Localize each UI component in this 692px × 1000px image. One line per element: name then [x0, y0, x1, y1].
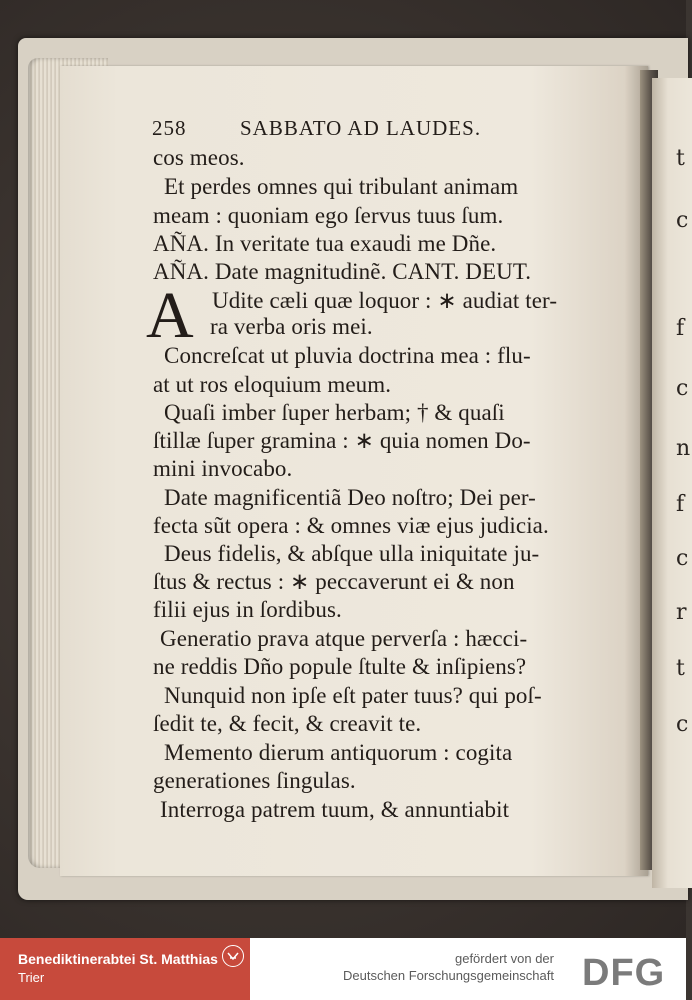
text-line: Et perdes omnes qui tribulant animam: [164, 174, 519, 199]
text-line: at ut ros eloquium meum.: [153, 372, 392, 397]
text-line: ſtillæ ſuper gramina : ∗ quia nomen Do-: [153, 428, 531, 453]
facing-page-letter: r: [676, 600, 687, 625]
running-head: SABBATO AD LAUDES.: [240, 116, 482, 140]
facing-page-letter: t: [676, 146, 685, 171]
text-line: fecta sũt opera : & omnes viæ ejus judicia.: [153, 513, 549, 538]
abbey-logo-icon: [222, 945, 244, 967]
text-line: ſtus & rectus : ∗ peccaverunt ei & non: [153, 569, 515, 594]
drop-cap: A: [146, 279, 194, 352]
text-line: cos meos.: [153, 145, 245, 170]
facing-page: [652, 78, 692, 888]
institution-box[interactable]: [0, 938, 250, 1000]
facing-page-letter: c: [676, 376, 689, 401]
funder-line2: Deutschen Forschungsgemeinschaft: [342, 968, 554, 983]
text-line: meam : quoniam ego ſervus tuus ſum.: [153, 203, 504, 228]
institution-name: Benediktinerabtei St. Matthias: [18, 951, 218, 967]
dfg-logo-icon[interactable]: [580, 950, 680, 994]
facing-page-letter: c: [676, 712, 689, 737]
text-line: Interroga patrem tuum, & annuntiabit: [160, 797, 510, 822]
text-line: AÑA. In veritate tua exaudi me Dñe.: [153, 231, 497, 256]
text-line: Date magnificentiã Deo noſtro; Dei per-: [164, 485, 536, 510]
text-line: AÑA. Date magnitudinẽ. CANT. DEUT.: [153, 259, 532, 284]
page-number: 258: [152, 116, 187, 140]
text-line: ſedit te, & fecit, & creavit te.: [153, 711, 422, 736]
text-line: Concreſcat ut pluvia doctrina mea : flu-: [164, 343, 531, 368]
facing-page-letter: c: [676, 208, 689, 233]
funder-line1: gefördert von der: [454, 951, 554, 966]
facing-page-letter: t: [676, 656, 685, 681]
text-line: ra verba oris mei.: [210, 314, 373, 339]
facing-page-letter: f: [676, 316, 685, 341]
text-line: filii ejus in ſordibus.: [153, 597, 342, 622]
dfg-logo-text: DFG: [582, 952, 666, 994]
text-line: generationes ſingulas.: [153, 768, 356, 793]
text-line: Generatio prava atque perverſa : hæcci-: [160, 626, 528, 651]
facing-page-letter: c: [676, 546, 689, 571]
text-line: Udite cæli quæ loquor : ∗ audiat ter-: [212, 288, 558, 313]
text-line: mini invocabo.: [153, 456, 293, 481]
text-line: Quaſi imber ſuper herbam; † & quaſi: [164, 400, 505, 425]
text-line: Deus fidelis, & abſque ulla iniquitate ju-: [164, 541, 540, 566]
facing-page-letter: f: [676, 492, 685, 517]
facing-page-letter: n: [676, 436, 691, 461]
footer-banner: [0, 938, 686, 1000]
institution-city: Trier: [18, 970, 45, 985]
text-line: Memento dierum antiquorum : cogita: [164, 740, 513, 765]
text-line: ne reddis Dño popule ſtulte & inſipiens?: [153, 654, 527, 679]
text-line: Nunquid non ipſe eſt pater tuus? qui poſ-: [164, 683, 542, 708]
